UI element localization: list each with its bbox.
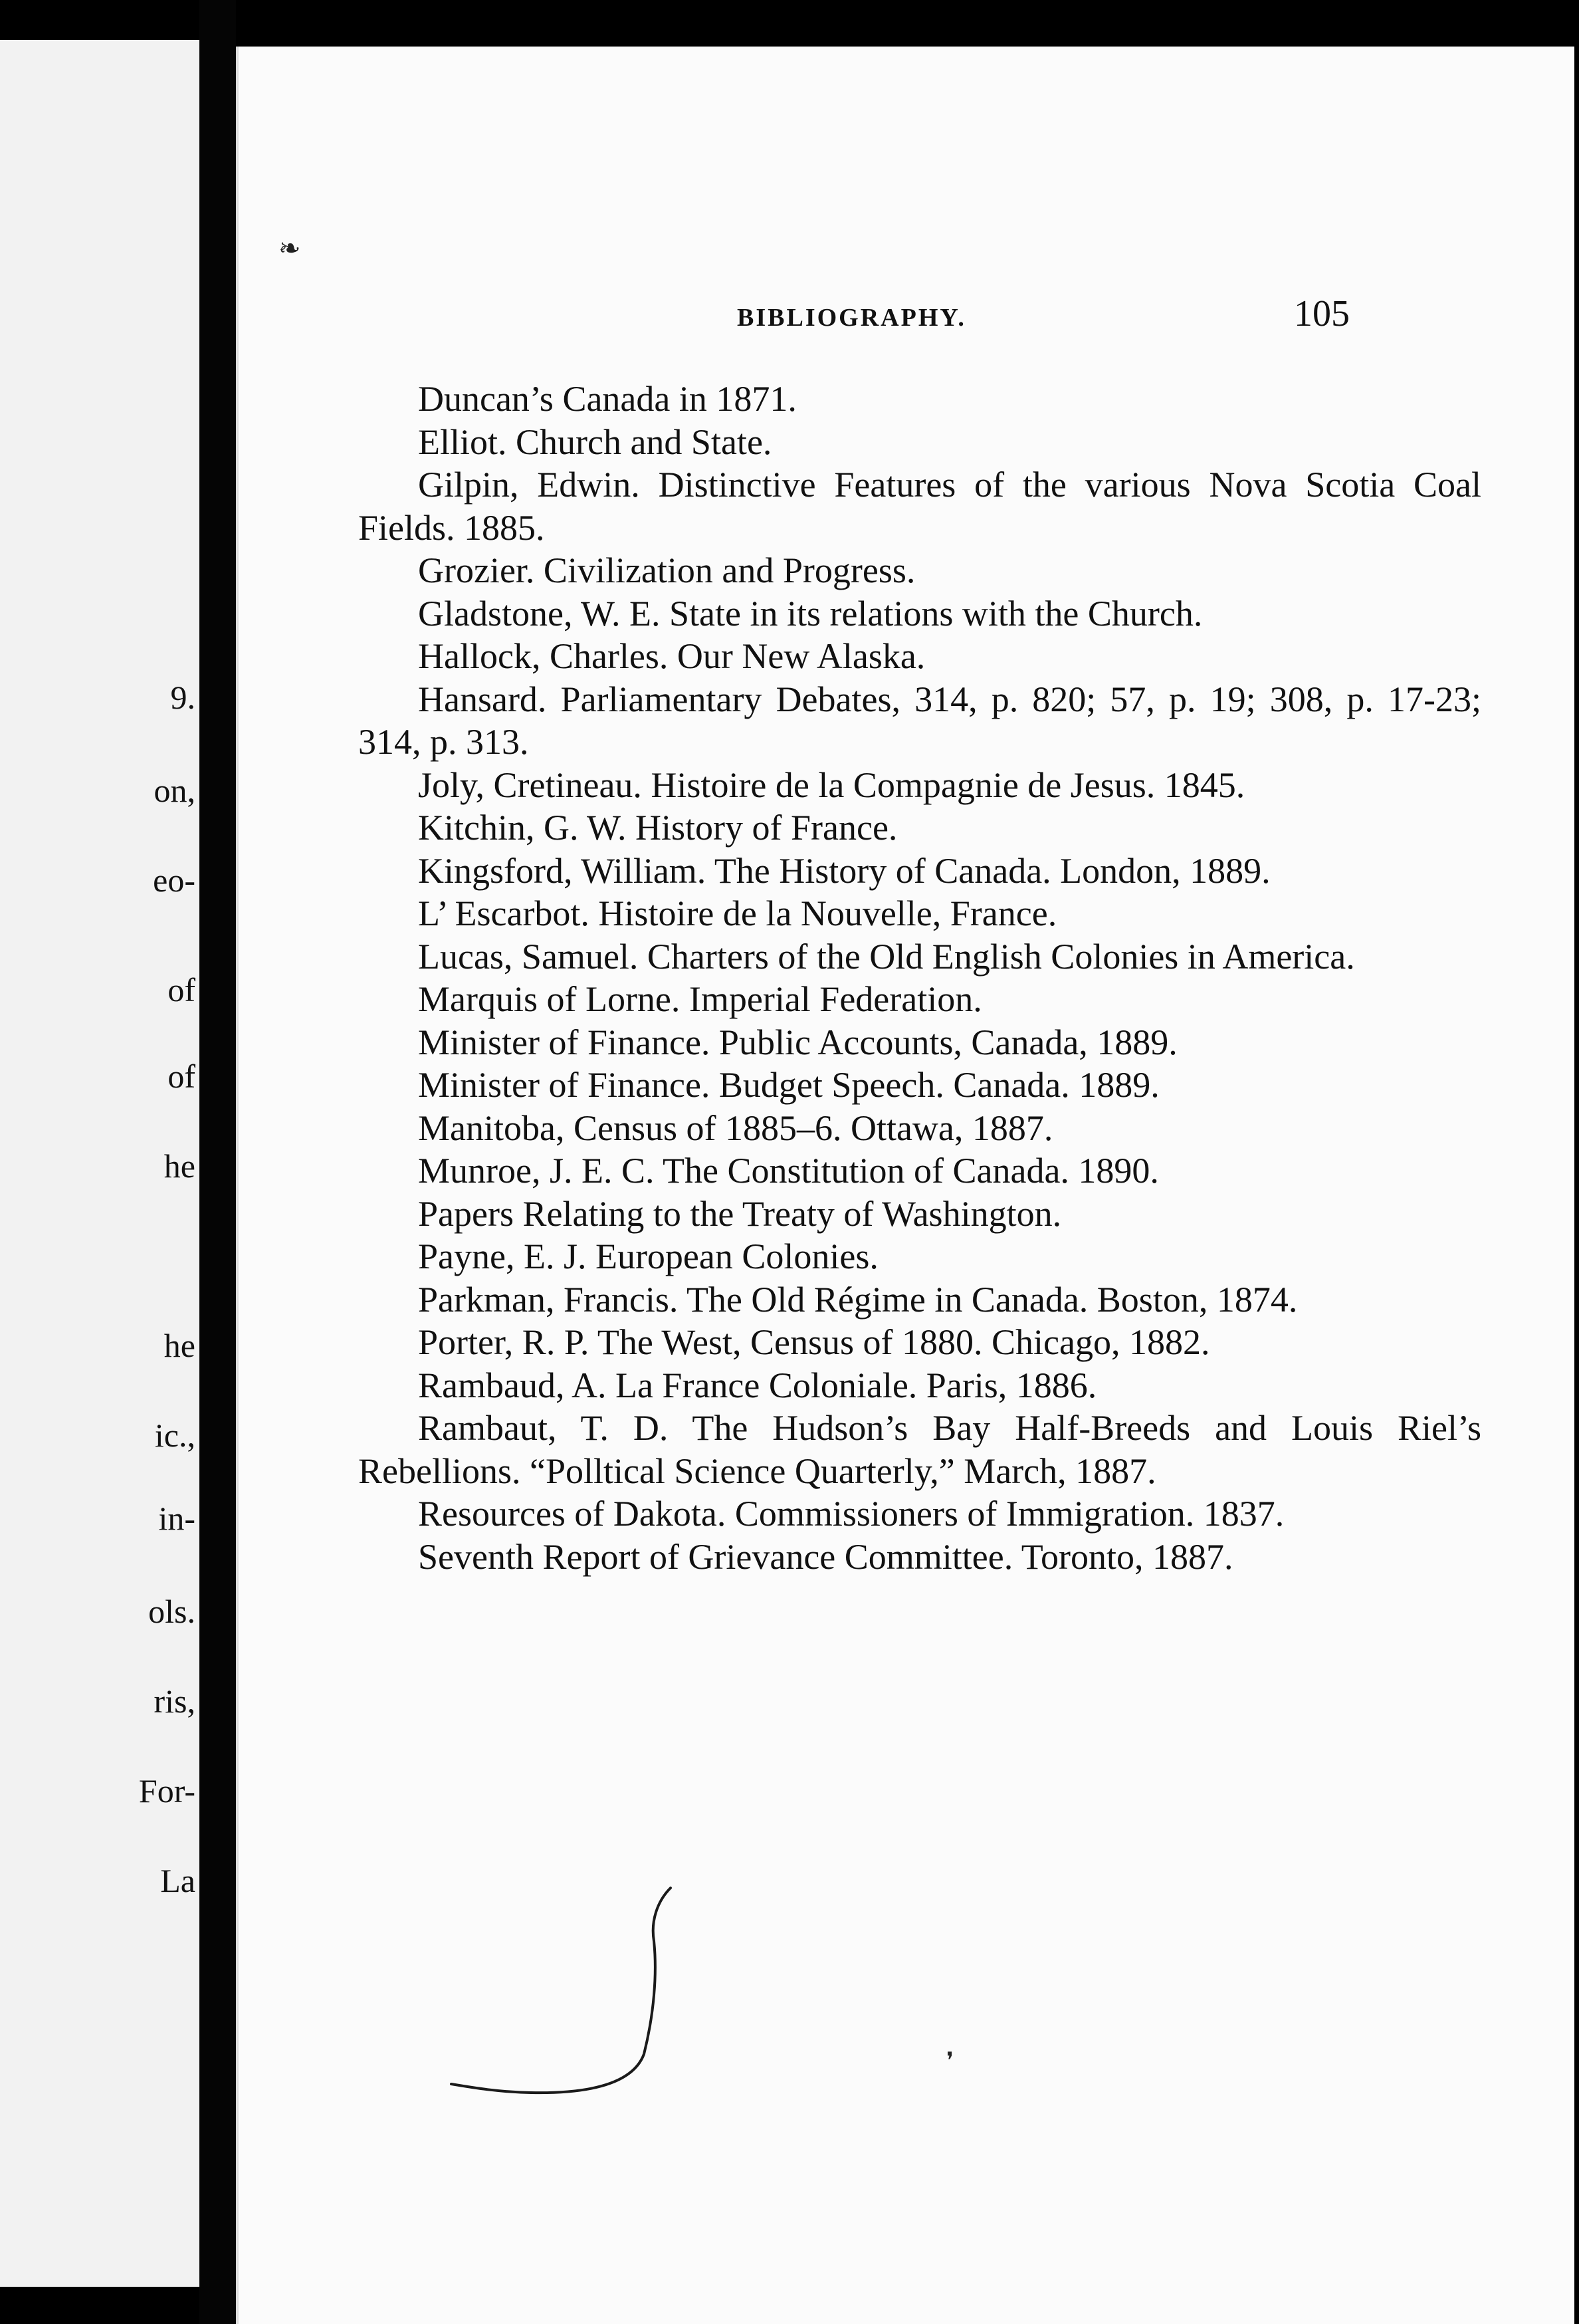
- left-page-fragment: La: [160, 1862, 195, 1899]
- bibliography-entry: Papers Relating to the Treaty of Washington.: [418, 1193, 1062, 1234]
- bibliography-entry: Grozier. Civilization and Progress.: [418, 550, 916, 590]
- bibliography-entry: Parkman, Francis. The Old Régime in Canada. Boston, 1874.: [418, 1279, 1298, 1320]
- bibliography-entry: L’ Escarbot. Histoire de la Nouvelle, France.: [418, 893, 1057, 933]
- bibliography-entry: Joly, Cretineau. Histoire de la Compagnie de Jesus. 1845.: [418, 764, 1245, 805]
- bibliography-entry: Resources of Dakota. Commissioners of Immigration. 1837.: [418, 1494, 1285, 1534]
- bibliography-entry: Seventh Report of Grievance Committee. Toronto, 1887.: [418, 1536, 1233, 1577]
- bibliography-entry: Duncan’s Canada in 1871.: [418, 379, 797, 419]
- left-page-fragment: For-: [138, 1772, 195, 1809]
- book-page: [236, 47, 1574, 2324]
- left-page-fragment: ols.: [148, 1593, 195, 1630]
- running-head: BIBLIOGRAPHY.: [737, 304, 966, 332]
- book-gutter: [199, 0, 236, 2324]
- bibliography-entry: Marquis of Lorne. Imperial Federation.: [418, 979, 982, 1019]
- bibliography-entry: Kitchin, G. W. History of France.: [418, 808, 898, 848]
- bibliography-entry: Elliot. Church and State.: [418, 421, 772, 462]
- left-page-fragment: on,: [154, 772, 195, 809]
- left-page-edge: [0, 40, 199, 2287]
- left-page-fragment: he: [163, 1327, 195, 1364]
- left-page-fragment: eo-: [153, 862, 195, 899]
- bibliography-entry: Lucas, Samuel. Charters of the Old English Colonies in America.: [418, 936, 1355, 977]
- bibliography-entry: Kingsford, William. The History of Canada. London, 1889.: [418, 850, 1271, 891]
- bibliography-entry: Rambaud, A. La France Coloniale. Paris, 1886.: [418, 1365, 1097, 1405]
- left-page-fragment: ic.,: [154, 1417, 195, 1454]
- left-page-fragment: of: [167, 971, 195, 1008]
- ink-fleck-icon: ❜: [946, 2049, 954, 2073]
- left-page-fragment: ris,: [154, 1683, 195, 1720]
- handwritten-bracket-mark: [431, 1881, 697, 2101]
- bibliography-entry: Payne, E. J. European Colonies.: [418, 1236, 879, 1276]
- bibliography-entry: Gilpin, Edwin. Distinctive Features of the various Nova Scotia Coal Fields. 1885.: [358, 465, 1481, 548]
- bibliography-entry: Hallock, Charles. Our New Alaska.: [418, 636, 926, 676]
- bibliography-entry: Manitoba, Census of 1885–6. Ottawa, 1887.: [418, 1107, 1053, 1148]
- page-number: 105: [1294, 293, 1350, 334]
- bibliography-entry: Munroe, J. E. C. The Constitution of Canada. 1890.: [418, 1151, 1159, 1191]
- bibliography-entry: Porter, R. P. The West, Census of 1880. Chicago, 1882.: [418, 1322, 1210, 1362]
- bibliography-entry: Gladstone, W. E. State in its relations with the Church.: [418, 593, 1203, 634]
- left-page-fragment: he: [163, 1147, 195, 1185]
- bibliography-entry: Hansard. Parliamentary Debates, 314, p. 820; 57, p. 19; 308, p. 17-23; 314, p. 313.: [358, 679, 1481, 762]
- bibliography-entry: Minister of Finance. Public Accounts, Canada, 1889.: [418, 1022, 1178, 1062]
- left-page-fragment: in-: [158, 1500, 195, 1537]
- bibliography-entry: Minister of Finance. Budget Speech. Canada. 1889.: [418, 1065, 1160, 1105]
- left-page-fragment: of: [167, 1058, 195, 1095]
- ink-mark-icon: ❧: [278, 233, 301, 263]
- left-page-fragment: 9.: [170, 679, 195, 716]
- bibliography-list: [358, 378, 1481, 1578]
- bibliography-entry: Rambaut, T. D. The Hudson’s Bay Half-Breeds and Louis Riel’s Rebellions. “Polltical Science Quarterly,” March, 1887.: [358, 1408, 1481, 1491]
